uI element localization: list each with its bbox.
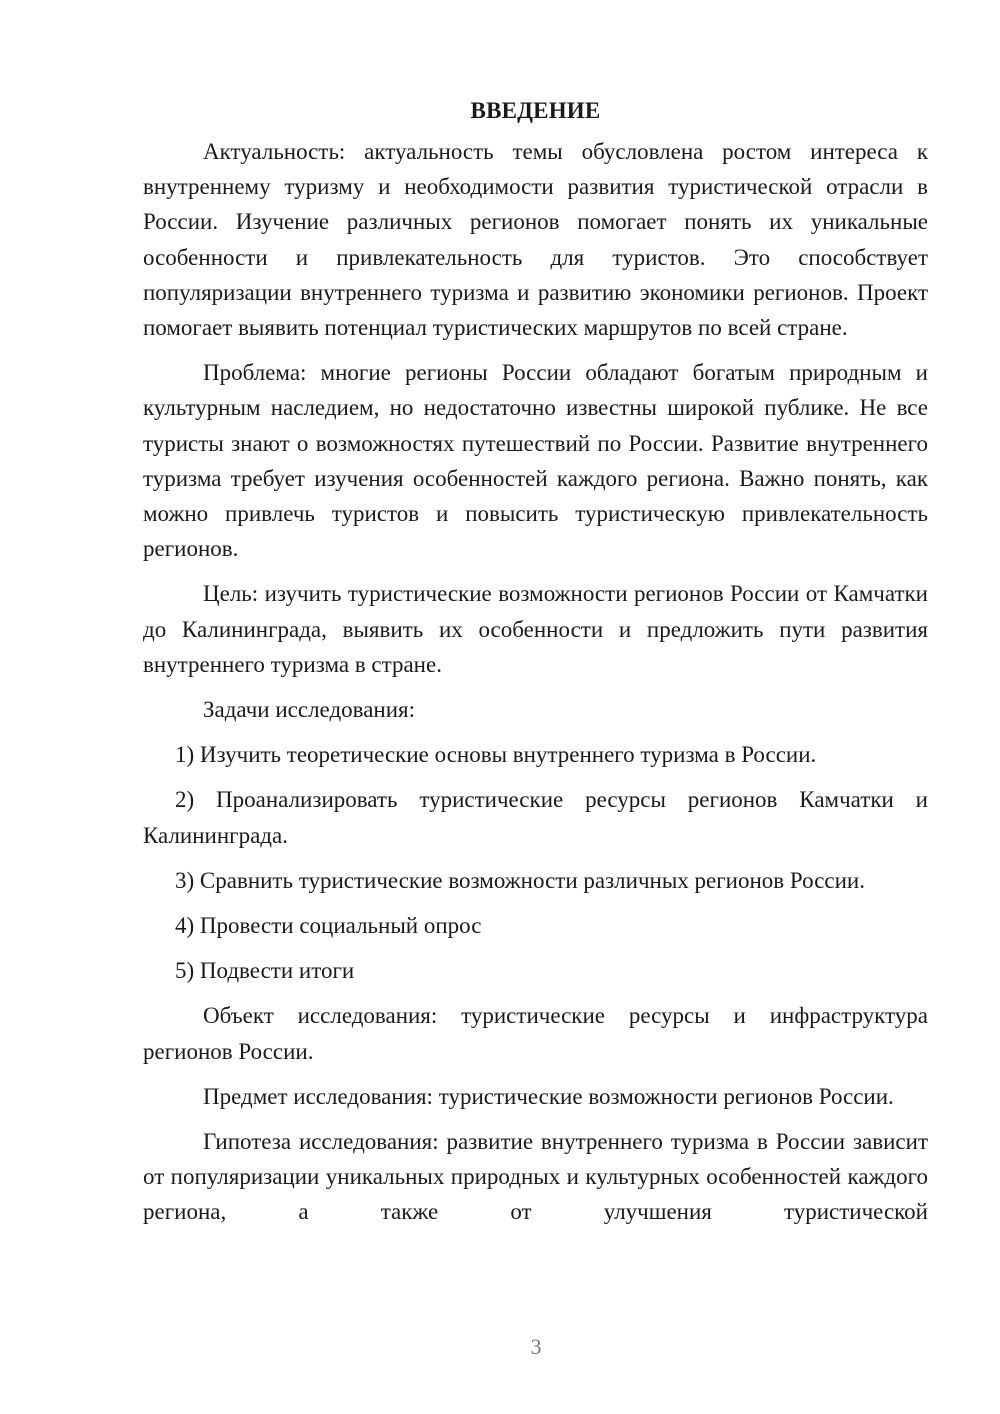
task-item-2: 2) Проанализировать туристические ресурсы регионов Камчатки и Калининграда. xyxy=(143,787,928,848)
paragraph-relevance: Актуальность: актуальность темы обусловлена ростом интереса к внутреннему туризму и необходимости развития туристической отрасли в России. Изучение различных регионов помогает понять их уникальные особенности и привлекательность для туристов. Это способствует популяризации внутреннего туризма и развитию экономики регионов. Проект помогает выявить потенциал туристических маршрутов по всей стране. xyxy=(143,139,928,341)
task-item-3: 3) Сравнить туристические возможности различных регионов России. xyxy=(175,867,865,893)
paragraph-subject: Предмет исследования: туристические возможности регионов России. xyxy=(203,1083,894,1109)
paragraph-goal: Цель: изучить туристические возможности регионов России от Камчатки до Калининграда, выявить их особенности и предложить пути развития внутреннего туризма в стране. xyxy=(143,581,928,677)
document-page xyxy=(143,96,928,1240)
paragraph-problem: Проблема: многие регионы России обладают богатым природным и культурным наследием, но недостаточно известны широкой публике. Не все туристы знают о возможностях путешествий по России. Развитие внутреннего туризма требует изучения особенностей каждого региона. Важно понять, как можно привлечь туристов и повысить туристическую привлекательность регионов. xyxy=(143,360,928,562)
paragraph-hypothesis: Гипотеза исследования: развитие внутреннего туризма в России зависит от популяризации уникальных природных и культурных особенностей каждого региона, а также от улучшения туристической xyxy=(143,1129,928,1225)
task-item-5: 5) Подвести итоги xyxy=(175,958,355,984)
page-number: 3 xyxy=(530,1334,542,1359)
paragraph-object: Объект исследования: туристические ресурсы и инфраструктура регионов России. xyxy=(143,1003,928,1064)
task-item-4: 4) Провести социальный опрос xyxy=(175,913,482,939)
task-item-1: 1) Изучить теоретические основы внутреннего туризма в России. xyxy=(175,742,817,768)
section-heading: ВВЕДЕНИЕ xyxy=(470,98,601,123)
tasks-title: Задачи исследования: xyxy=(203,697,416,723)
